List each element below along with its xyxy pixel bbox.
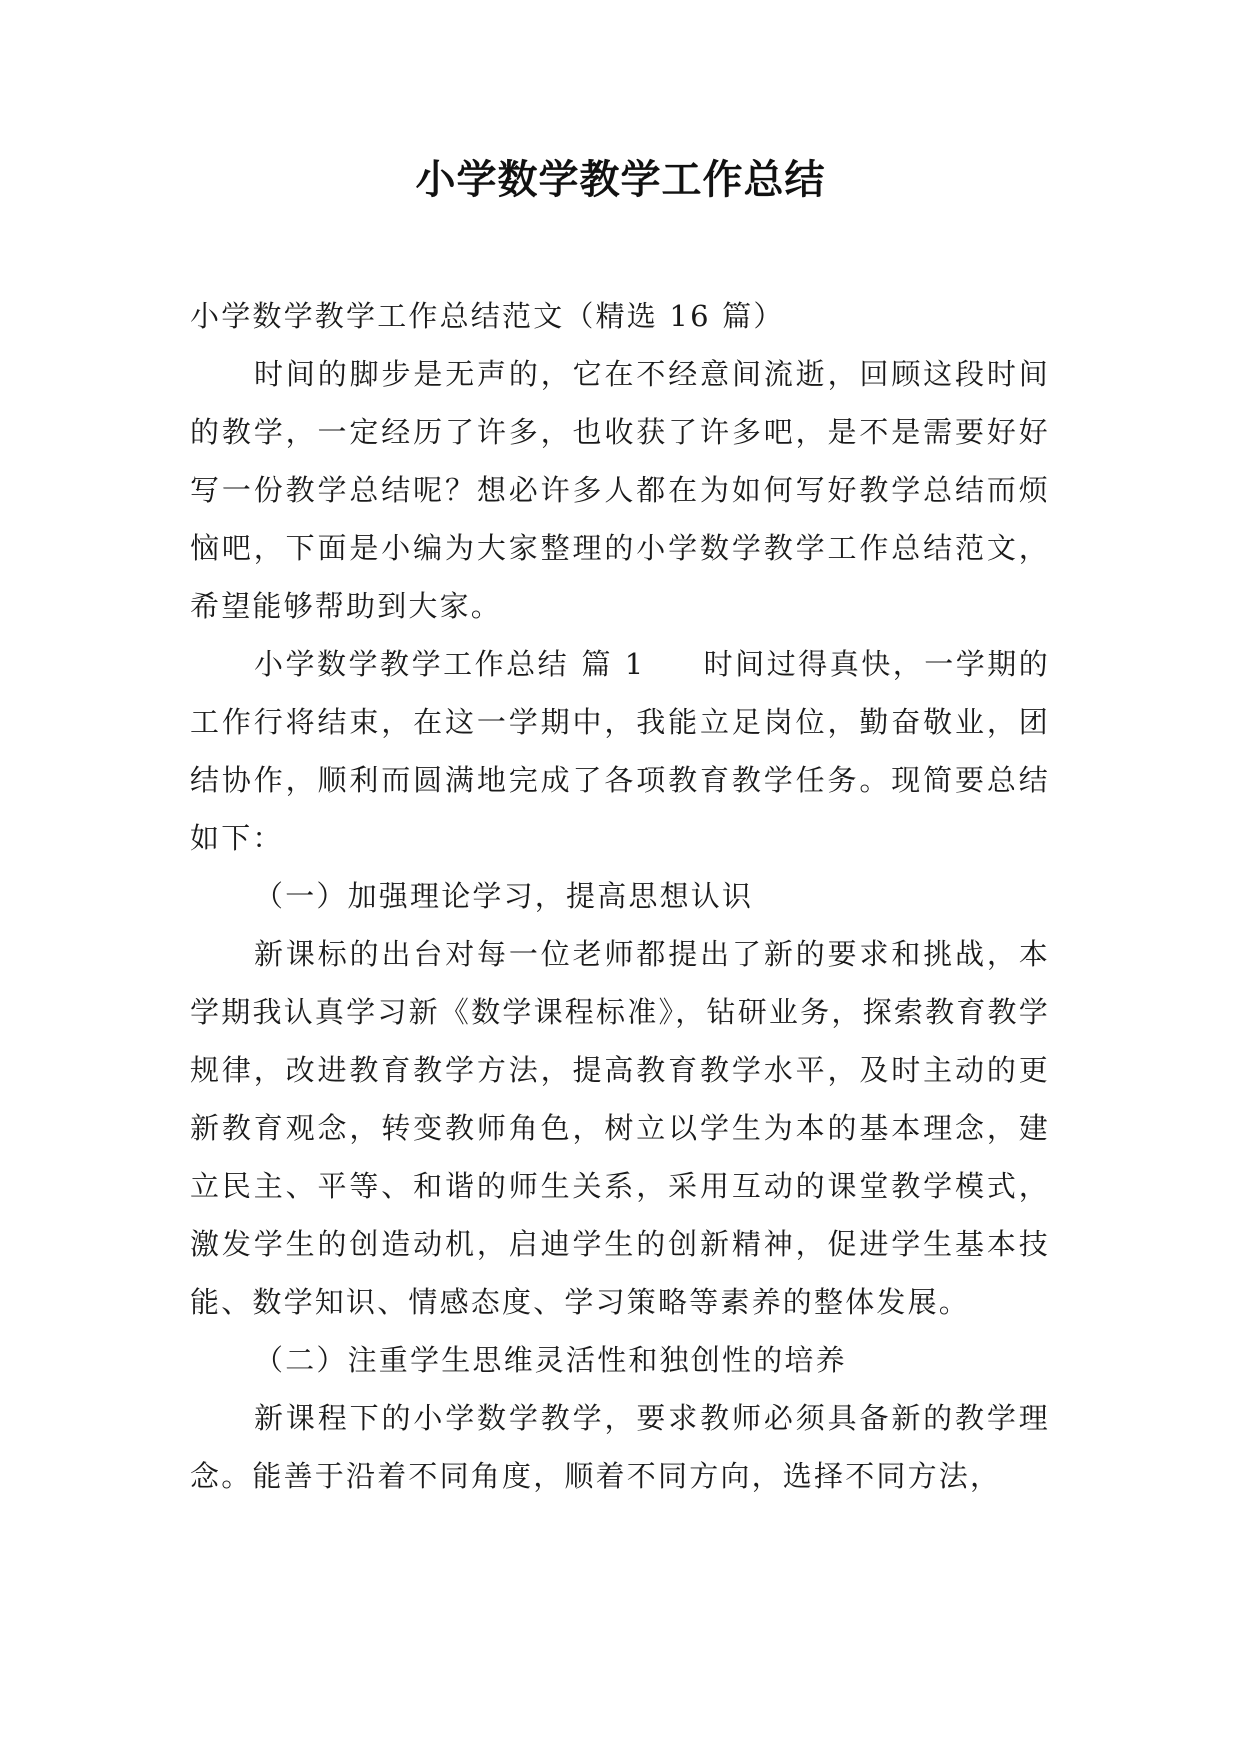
article-1-paragraph: [190, 635, 1050, 867]
article-1-text: 时间过得真快，一学期的工作行将结束，在这一学期中，我能立足岗位，勤奋敬业，团结协作，顺利而圆满地完成了各项教育教学任务。现简要总结如下：: [190, 647, 1050, 855]
article-1-label: 篇 1: [581, 647, 646, 681]
document-body: [190, 287, 1050, 1505]
intro-paragraph: 时间的脚步是无声的，它在不经意间流逝，回顾这段时间的教学，一定经历了许多，也收获了许多吧，是不是需要好好写一份教学总结呢？想必许多人都在为如何写好教学总结而烦恼吧，下面是小编为大家整理的小学数学教学工作总结范文，希望能够帮助到大家。: [190, 357, 1050, 623]
section-1-heading: （一）加强理论学习，提高思想认识: [254, 879, 754, 913]
article-1-heading: 小学数学教学工作总结: [254, 647, 570, 681]
document-subtitle: 小学数学教学工作总结范文（精选 16 篇）: [190, 299, 785, 333]
document-title: 小学数学教学工作总结: [415, 156, 826, 203]
section-2-heading: （二）注重学生思维灵活性和独创性的培养: [254, 1343, 847, 1377]
section-1-paragraph: 新课标的出台对每一位老师都提出了新的要求和挑战，本学期我认真学习新《数学课程标准》，钻研业务，探索教育教学规律，改进教育教学方法，提高教育教学水平，及时主动的更新教育观念，转变教师角色，树立以学生为本的基本理念，建立民主、平等、和谐的师生关系，采用互动的课堂教学模式，激发学生的创造动机，启迪学生的创新精神，促进学生基本技能、数学知识、情感态度、学习策略等素养的整体发展。: [190, 937, 1050, 1319]
section-2-paragraph: 新课程下的小学数学教学，要求教师必须具备新的教学理念。能善于沿着不同角度，顺着不同方向，选择不同方法，: [190, 1401, 1050, 1493]
